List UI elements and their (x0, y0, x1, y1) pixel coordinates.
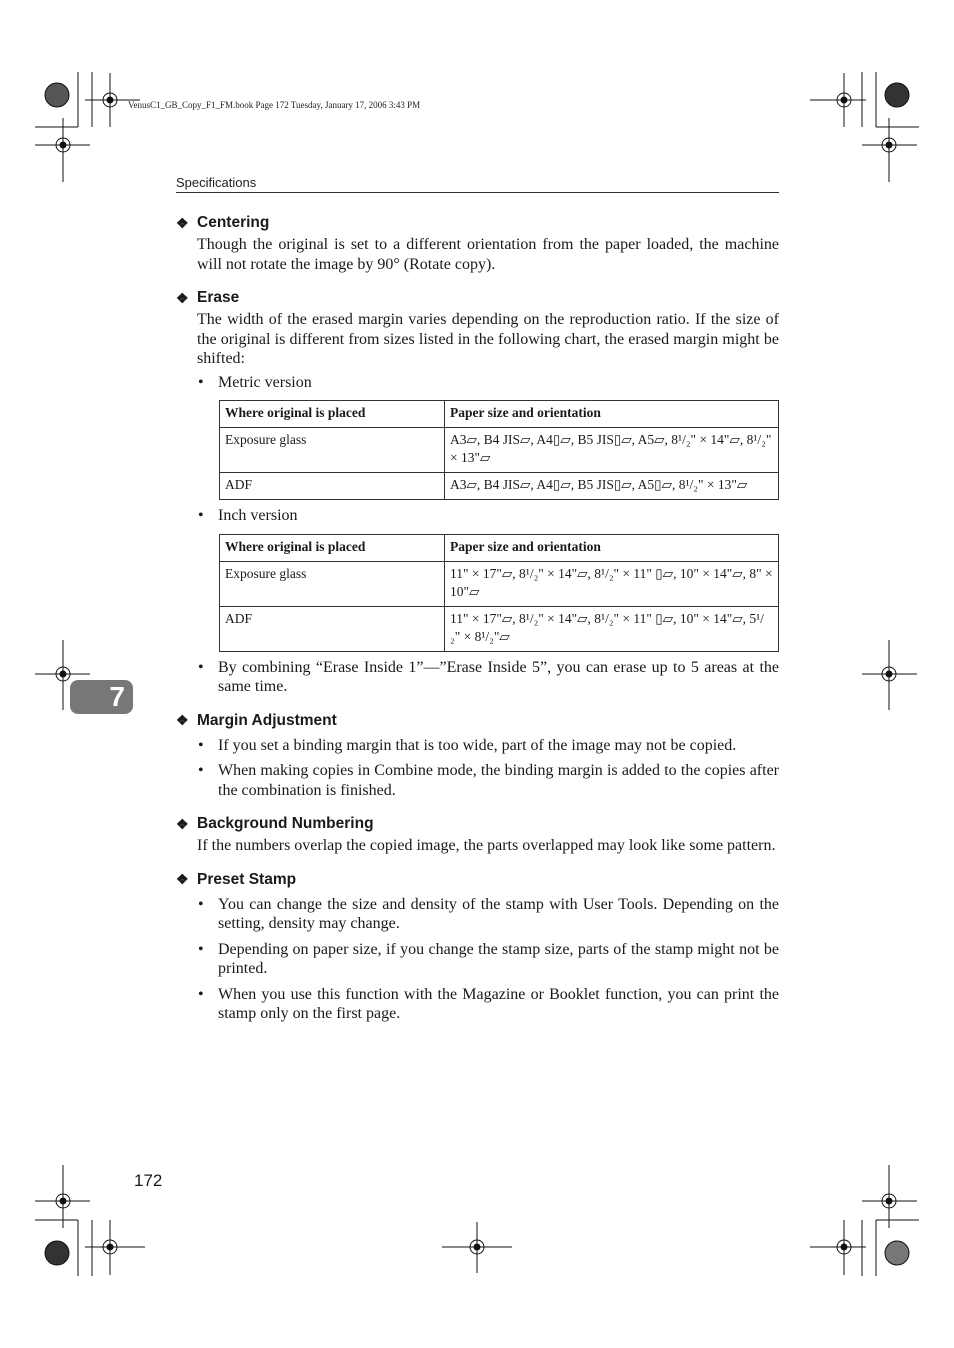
section-centering (176, 214, 779, 274)
table-cell: Exposure glass (220, 428, 445, 473)
diamond-bullet-icon: ❖ (176, 289, 189, 306)
section-erase (176, 289, 779, 697)
list-item: • Depending on paper size, if you change the stamp size, parts of the stamp might not be printed. (198, 940, 779, 977)
section-background-numbering (176, 815, 779, 856)
bullet-icon: • (198, 507, 204, 524)
running-header: Specifications (176, 175, 257, 190)
table-cell: A3▱, B4 JIS▱, A4▯▱, B5 JIS▯▱, A5▯▱, 8¹/₂" × 13"▱ (445, 473, 779, 500)
section-margin-adjustment (176, 712, 779, 801)
section-title: Margin Adjustment (197, 711, 337, 729)
inch-size-table (219, 534, 779, 652)
bullet-icon: • (198, 762, 204, 779)
header-rule (176, 192, 779, 193)
list-item: • When making copies in Combine mode, the binding margin is added to the copies after the combination is finished. (198, 762, 779, 799)
bullet-icon: • (198, 985, 204, 1003)
bullet-icon: • (198, 895, 204, 913)
list-item: • You can change the size and density of the stamp with User Tools. Depending on the setting, density may change. (198, 895, 779, 932)
column-header: Paper size and orientation (445, 401, 779, 428)
bullet-icon: • (198, 940, 204, 958)
list-item: • If you set a binding margin that is too wide, part of the image may not be copied. (198, 736, 737, 754)
metric-size-table (219, 400, 779, 500)
chapter-tab: 7 (70, 680, 133, 714)
table-cell: 11" × 17"▱, 8¹/₂" × 14"▱, 8¹/₂" × 11" ▯▱, 10" × 14"▱, 8" × 10"▱ (445, 561, 779, 606)
table-cell: A3▱, B4 JIS▱, A4▯▱, B5 JIS▯▱, A5▱, 8¹/₂" × 14"▱, 8¹/₂" × 13"▱ (445, 428, 779, 473)
table-header-row (220, 534, 779, 561)
bullet-icon: • (198, 373, 204, 391)
table-row (220, 428, 779, 473)
list-item: • Metric version (198, 373, 312, 391)
page-number: 172 (134, 1171, 163, 1190)
table-header-row (220, 401, 779, 428)
section-title: Preset Stamp (197, 870, 297, 888)
section-title: Background Numbering (197, 815, 374, 832)
table-row (220, 561, 779, 606)
list-item: • When you use this function with the Magazine or Booklet function, you can print the stamp only on the first page. (198, 985, 779, 1022)
page-content (176, 214, 779, 1039)
diamond-bullet-icon: ❖ (176, 214, 189, 231)
section-text: The width of the erased margin varies depending on the reproduction ratio. If the size of the original is different from sizes listed in the following chart, the erased margin might be shifted: (197, 311, 779, 367)
list-item: • By combining “Erase Inside 1”—”Erase Inside 5”, you can erase up to 5 areas at the same time. (198, 658, 779, 695)
column-header: Where original is placed (220, 534, 445, 561)
book-file-info: VenusC1_GB_Copy_F1_FM.book Page 172 Tuesday, January 17, 2006 3:43 PM (128, 100, 421, 110)
diamond-bullet-icon: ❖ (176, 871, 189, 887)
bullet-icon: • (198, 658, 204, 676)
section-preset-stamp (176, 871, 779, 1024)
section-text: Though the original is set to a different orientation from the paper loaded, the machine will not rotate the image by 90° (Rotate copy). (197, 236, 779, 273)
table-cell: ADF (220, 473, 445, 500)
column-header: Paper size and orientation (445, 534, 779, 561)
table-cell: ADF (220, 606, 445, 651)
section-title: Erase (197, 289, 240, 306)
table-cell: Exposure glass (220, 561, 445, 606)
table-cell: 11" × 17"▱, 8¹/₂" × 14"▱, 8¹/₂" × 11" ▯▱, 10" × 14"▱, 5¹/₂" × 8¹/₂"▱ (445, 606, 779, 651)
section-text: If the numbers overlap the copied image, the parts overlapped may look like some pattern. (197, 837, 776, 854)
diamond-bullet-icon: ❖ (176, 815, 189, 832)
bullet-icon: • (198, 736, 204, 754)
table-row (220, 606, 779, 651)
list-item: • Inch version (198, 507, 298, 524)
column-header: Where original is placed (220, 401, 445, 428)
diamond-bullet-icon: ❖ (176, 712, 189, 728)
section-title: Centering (197, 214, 270, 231)
table-row (220, 473, 779, 500)
